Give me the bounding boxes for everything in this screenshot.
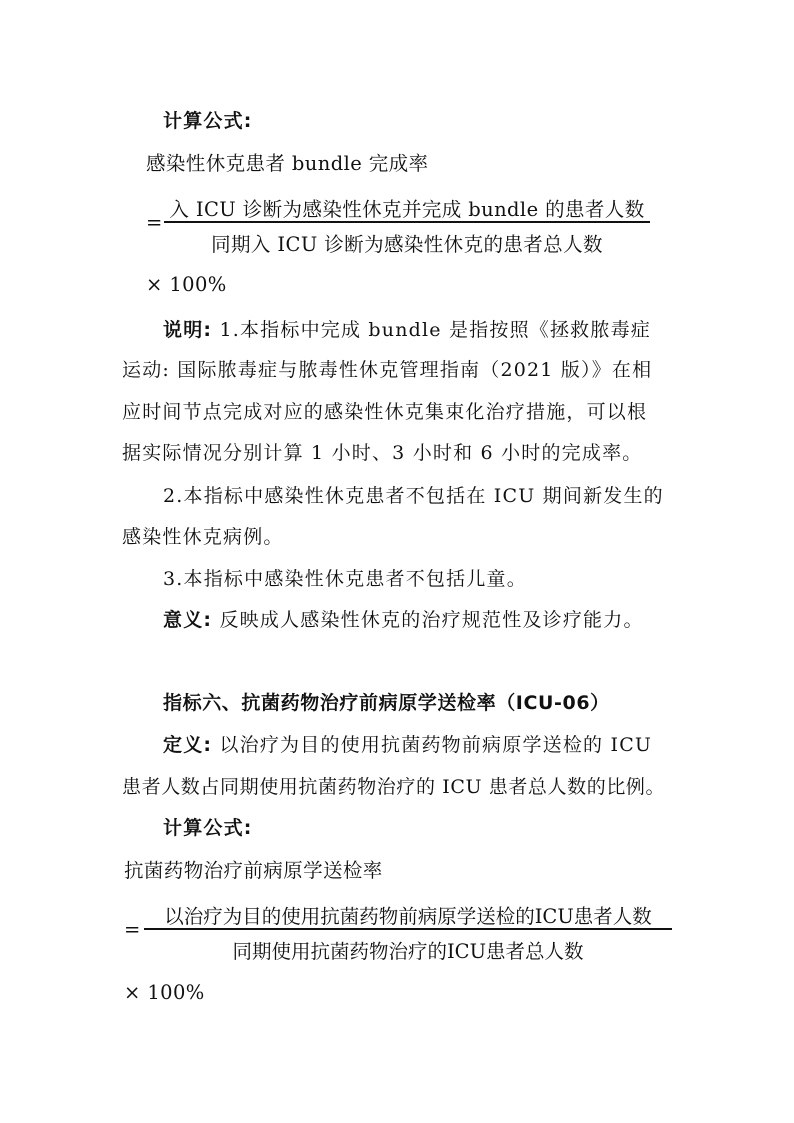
formula-heading-1: 计算公式: <box>163 110 253 132</box>
note-label: 说明: <box>163 319 213 341</box>
note2-line1: 2.本指标中感染性休克患者不包括在 ICU 期间新发生的 <box>163 485 664 507</box>
definition-label: 定义: <box>163 734 213 756</box>
definition-line-1 <box>163 730 652 757</box>
definition-line-2: 患者人数占同期使用抗菌药物治疗的 ICU 患者总人数的比例。 <box>122 776 666 798</box>
section-title: 指标六、抗菌药物治疗前病原学送检率（ICU-06） <box>163 692 610 714</box>
note2-line2: 感染性休克病例。 <box>122 526 284 548</box>
formula-lhs-1: 感染性休克患者 bundle 完成率 <box>146 152 429 175</box>
denominator-1: 同期入 ICU 诊断为感染性休克的患者总人数 <box>211 233 603 256</box>
equals-sign-1: = <box>146 211 163 234</box>
formula-lhs-2: 抗菌药物治疗前病原学送检率 <box>124 859 383 882</box>
significance-label: 意义: <box>163 609 213 631</box>
note1-line1: 1.本指标中完成 bundle 是指按照《拯救脓毒症 <box>219 319 651 341</box>
note1-line4: 据实际情况分别计算 1 小时、3 小时和 6 小时的完成率。 <box>122 442 643 464</box>
definition-text-1: 以治疗为目的使用抗菌药物前病原学送检的 ICU <box>219 734 653 756</box>
significance-line <box>163 605 644 632</box>
note-line-1 <box>163 315 651 342</box>
times-100-1: × 100% <box>146 273 227 296</box>
times-100-2: × 100% <box>124 981 205 1004</box>
note3: 3.本指标中感染性休克患者不包括儿童。 <box>163 568 527 590</box>
note1-line2: 运动: 国际脓毒症与脓毒性休克管理指南（2021 版）》在相 <box>122 359 653 381</box>
numerator-1: 入 ICU 诊断为感染性休克并完成 bundle 的患者人数 <box>169 198 645 221</box>
equals-sign-2: = <box>124 918 141 941</box>
numerator-2: 以治疗为目的使用抗菌药物前病原学送检的ICU患者人数 <box>164 905 652 928</box>
fraction-line-2 <box>144 928 672 930</box>
fraction-line-1 <box>164 221 650 223</box>
denominator-2: 同期使用抗菌药物治疗的ICU患者总人数 <box>232 940 584 963</box>
significance-text: 反映成人感染性休克的治疗规范性及诊疗能力。 <box>219 609 644 631</box>
note1-line3: 应时间节点完成对应的感染性休克集束化治疗措施，可以根 <box>122 401 648 423</box>
formula-heading-2: 计算公式: <box>163 817 253 839</box>
